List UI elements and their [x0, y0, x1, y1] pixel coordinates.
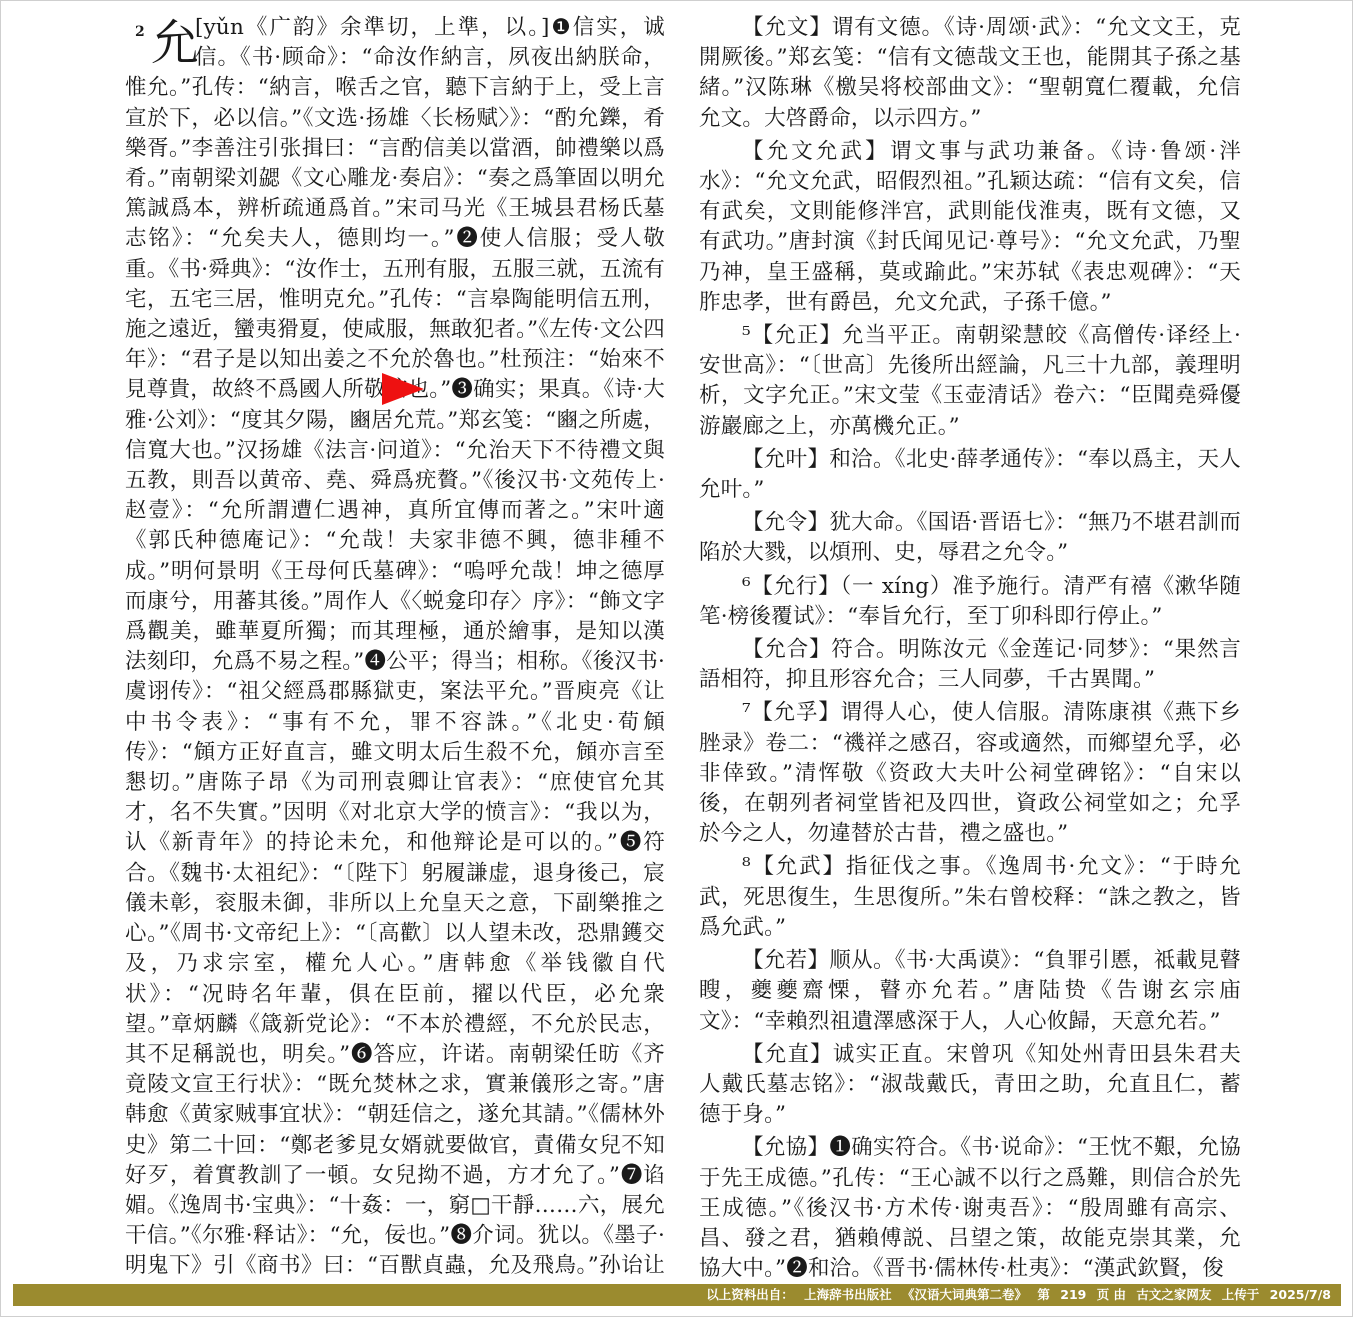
- right-column: [699, 13, 1241, 1287]
- sub-entry-yunye: 【允叶】和洽。《北史·薛孝通传》：“奉以爲主，天人允叶。”: [699, 446, 1241, 503]
- sub-entry-yunwen: 【允文】谓有文德。《诗·周颂·武》：“允文文王，克開厥後。”郑玄笺：“信有文德哉文王也，能開其子孫之基緒。”汉陈琳《檄吴将校部曲文》：“聖朝寬仁覆載，允信允文。大啓爵命，以示四方。”: [699, 15, 1241, 131]
- sub-entry-yunwen-yunwu: 【允文允武】谓文事与武功兼备。《诗·鲁颂·泮水》：“允文允武，昭假烈祖。”孔颖达疏：“信有文矣，信有武矣，文則能修泮宫，武則能伐淮夷，既有文德，又有武功。”唐封演《封氏闻见记·尊号》：“允文允武，乃聖乃神，皇王盛稱，莫或踰此。”宋苏轼《表忠观碑》：“天胙忠孝，世有爵邑，允文允武，子孫千億。”: [699, 138, 1241, 315]
- sub-entry-yunzheng: ⁵【允正】允当平正。南朝梁慧皎《高僧传·译经上·安世高》：“〔世高〕先後所出經論，凡三十九部，義理明析，文字允正。”宋文莹《玉壶清话》卷六：“臣聞堯舜優游巖廊之上，亦萬機允正。”: [699, 323, 1241, 439]
- footer-uploader: 古文之家网友: [1136, 1287, 1212, 1302]
- sub-entry-yunxie: 【允協】❶确实符合。《书·说命》：“王忱不艱，允協于先王成德。”孔传：“王心誠不以行之爲難，則信合於先王成德。”《後汉书·方术传·谢夷吾》：“殷周雖有高宗、昌、發之君，猶賴傅説、吕望之策，故能克崇其業，允協大中。”❷和洽。《晋书·儒林传·杜夷》：“漢武欽賢，俊: [699, 1135, 1241, 1282]
- footer-book: 《汉语大词典第二卷》: [902, 1287, 1028, 1302]
- sub-entry-yunwu: ⁸【允武】指征伐之事。《逸周书·允文》：“于時允武，死思復生，生思復所。”朱右曾校释：“誅之教之，皆爲允武。”: [699, 854, 1241, 940]
- sub-entry-yunfu: ⁷【允孚】谓得人心，使人信服。清陈康祺《燕下乡脞录》卷二：“禨祥之感召，容或適然，而鄉望允孚，必非倖致。”清恽敬《资政大夫叶公祠堂碑铭》：“自宋以後，在朝列者祠堂皆祀及四世，資政公祠堂如之；允孚於今之人，勿違替於古昔，禮之盛也。”: [699, 700, 1241, 847]
- headword: 允: [151, 15, 200, 71]
- sub-entry-yunhe: 【允合】符合。明陈汝元《金莲记·同梦》：“果然言語相符，抑且形容允合；三人同夢，千古異聞。”: [699, 637, 1241, 693]
- footer-date: 2025/7/8: [1269, 1287, 1331, 1302]
- footer-page-label: 第: [1037, 1287, 1050, 1302]
- sub-entry-yunzhi: 【允直】诚实正直。宋曾巩《知处州青田县朱君夫人戴氏墓志铭》：“淑哉戴氏，青田之助，允直且仁，蓄德于身。”: [699, 1041, 1241, 1128]
- sub-entry-yunruo: 【允若】顺从。《书·大禹谟》：“負罪引慝，祗載見瞽瞍，夔夔齋慄，瞽亦允若。”唐陆贽《告谢玄宗庙文》：“幸賴烈祖遺澤感深于人，人心攸歸，天意允若。”: [699, 948, 1241, 1034]
- source-footer-bar: [13, 1284, 1341, 1306]
- footer-page-number: 219: [1060, 1287, 1087, 1302]
- footer-prefix: 以上资料出自：: [706, 1287, 794, 1302]
- footer-page-suffix: 页 由: [1096, 1287, 1127, 1302]
- footer-upload-label: 上传于: [1221, 1287, 1260, 1302]
- entry-body: [yǔn《广韵》余準切，上準，以。]❶信实，诚信。《书·顾命》：“命汝作納言，夙夜出納朕命，惟允。”孔传：“納言，喉舌之官，聽下言納于上，受上言宣於下，必以信。”《文选·扬雄〈长杨赋〉》：“酌允鑠，肴樂胥。”李善注引张揖曰：“言酌信美以當酒，帥禮樂以爲肴。”南朝梁刘勰《文心雕龙·奏启》：“奏之爲筆固以明允篤誠爲本，辨析疏通爲首。”宋司马光《王城县君杨氏墓志铭》：“允矣夫人，德則均一。”❷使人信服；受人敬重。《书·舜典》：“汝作士，五刑有服，五服三就，五流有宅，五宅三居，惟明克允。”孔传：“言皋陶能明信五刑，施之遠近，蠻夷猾夏，使咸服，無敢犯者。”《左传·文公四年》：“君子是以知出姜之不允於魯也。”杜预注：“始來不見尊貴，故終不爲國人所敬信也。”❸确实；果真。《诗·大雅·公刘》：“度其夕陽，豳居允荒。”郑玄笺：“豳之所處，信寬大也。”汉扬雄《法言·问道》：“允治天下不待禮文與五教，則吾以黄帝、堯、舜爲疣贅。”《後汉书·文苑传上·赵壹》：“允所謂遭仁遇神，真所宜傳而著之。”宋叶適《郭氏种德庵记》：“允哉！夫家非德不興，德非種不成。”明何景明《王母何氏墓碑》：“嗚呼允哉！坤之德厚而康兮，用蕃其後。”周作人《〈蜕龛印存〉序》：“飾文字爲觀美，雖華夏所獨；而其理極，通於繪事，是知以漢法刻印，允爲不易之程。”❹公平；得当；相称。《後汉书·虞诩传》：“祖父經爲郡縣獄吏，案法平允。”晋庾亮《让中书令表》：“事有不允，罪不容誅。”《北史·荀頠传》：“頠方正好直言，雖文明太后生殺不允，頠亦言至懇切。”唐陈子昂《为司刑袁卿让官表》：“庶使官允其才，名不失實。”因明《对北京大学的愤言》：“我以为，认《新青年》的持论未允，和他辩论是可以的。”❺符合。《魏书·太祖纪》：“〔陛下〕躬履謙虚，退身後己，宸儀未彰，衮服未御，非所以上允皇天之意，下副樂推之心。”《周书·文帝纪上》：“〔高歡〕以人望未改，恐鼎鑊交及，乃求宗室，權允人心。”唐韩愈《举钱徽自代状》：“况時名年輩，俱在臣前，擢以代臣，必允衆望。”章炳麟《箴新党论》：“不本於禮經，不允於民志，其不足稱説也，明矣。”❻答应，许诺。南朝梁任昉《齐竟陵文宣王行状》：“既允焚林之求，實兼儀形之寄。”唐韩愈《黄家贼事宜状》：“朝廷信之，遂允其請。”《儒林外史》第二十回：“鄭老爹見女婿就要做官，責備女兒不知好歹，着實教訓了一頓。女兒拗不過，方才允了。”❼谄媚。《逸周书·宝典》：“十姦：一，窮□干靜……六，展允干信。”《尔雅·释诂》：“允，佞也。”❽介词。犹以。《墨子·明鬼下》引《商书》曰：“百獸貞蟲，允及飛鳥。”孙诒让: [125, 15, 665, 1279]
- footer-publisher: 上海辞书出版社: [804, 1287, 892, 1302]
- left-column: [125, 13, 665, 1314]
- red-pointer-arrow-icon: [382, 373, 424, 405]
- headword-block: [125, 13, 200, 71]
- sub-entry-yunxing: ⁶【允行】（一 xíng）准予施行。清严有禧《漱华随笔·榜後覆试》：“奉旨允行，至丁卯科即行停止。”: [699, 573, 1241, 629]
- sub-entry-yunling: 【允令】犹大命。《国语·晋语七》：“無乃不堪君訓而陷於大戮，以煩刑、史，辱君之允令。”: [699, 510, 1241, 566]
- entry-number: 2: [135, 24, 145, 40]
